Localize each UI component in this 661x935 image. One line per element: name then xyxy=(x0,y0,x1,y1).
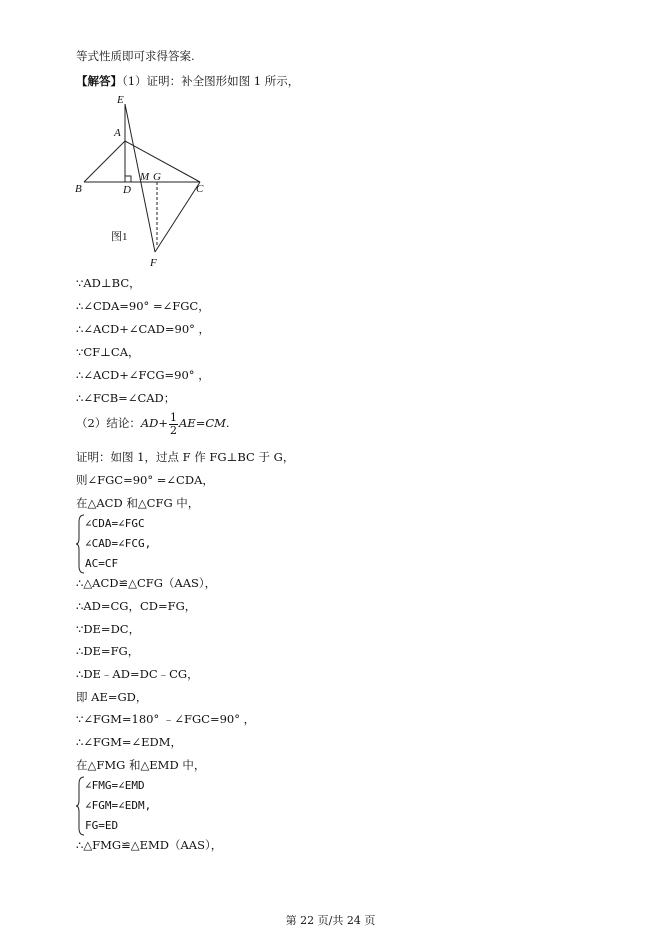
text-line: ∵DE=DC， xyxy=(76,622,141,636)
text-line: ∴∠FCB=∠CAD； xyxy=(76,391,176,405)
text-line: ∴∠CDA=90° =∠FGC， xyxy=(76,299,210,313)
label-g: G xyxy=(153,171,161,183)
right-angle-mark xyxy=(125,176,131,182)
text-line: 则∠FGC=90° =∠CDA， xyxy=(76,473,214,487)
text-line: ∴△ACD≌△CFG（AAS）， xyxy=(76,576,217,590)
segment-ba xyxy=(84,141,125,182)
text-line: 即 AE=GD， xyxy=(76,690,148,704)
system-line: ∠FMG=∠EMD xyxy=(85,779,145,792)
text-line: ∴∠ACD+∠FCG=90° ， xyxy=(76,368,210,382)
label-a: A xyxy=(114,127,121,139)
label-b: B xyxy=(75,183,82,195)
text-line: ∴∠ACD+∠CAD=90° ， xyxy=(76,322,211,336)
page-footer: 第 22 页/共 24 页 xyxy=(285,914,376,927)
system-line: FG=ED xyxy=(85,819,119,832)
label-m: M xyxy=(140,171,150,183)
figure-caption: 图1 xyxy=(111,231,128,243)
text-line: ∴DE=FG， xyxy=(76,644,140,658)
segment-cf xyxy=(155,182,200,252)
system-line: ∠FGM=∠EDM, xyxy=(85,799,152,812)
text-line: 等式性质即可求得答案. xyxy=(76,49,195,63)
text-line: ∵AD⊥BC， xyxy=(76,276,141,290)
system-line: ∠CDA=∠FGC xyxy=(85,517,145,530)
system-line: ∠CAD=∠FCG, xyxy=(85,537,152,550)
left-brace xyxy=(76,514,85,574)
answer-bracket: 【解答】 xyxy=(76,74,122,88)
fraction-numerator: 1 xyxy=(170,410,177,424)
fraction-half xyxy=(169,412,178,437)
text-line: 证明：如图 1，过点 F 作 FG⊥BC 于 G， xyxy=(76,450,295,464)
text-line: ∴DE﹣AD=DC﹣CG， xyxy=(76,667,199,681)
label-c: C xyxy=(196,183,204,195)
text-line: 在△FMG 和△EMD 中， xyxy=(76,758,206,772)
conclusion-expr-a: AD+ xyxy=(140,416,168,430)
conclusion-expr-b: AE=CM. xyxy=(179,416,230,430)
label-e: E xyxy=(117,94,124,106)
system-line: AC=CF xyxy=(85,557,119,570)
conclusion-line xyxy=(76,410,230,437)
text-line: ∵CF⊥CA， xyxy=(76,345,140,359)
label-f: F xyxy=(150,257,157,269)
text-line: 在△ACD 和△CFG 中， xyxy=(76,496,200,510)
text-line: ∴∠FGM=∠EDM， xyxy=(76,735,183,749)
answer-intro: （1）证明：补全图形如图 1 所示， xyxy=(122,74,300,88)
answer-heading xyxy=(76,73,299,89)
geometry-figure xyxy=(70,90,220,270)
left-brace xyxy=(76,776,85,836)
text-line: ∵∠FGM=180° ﹣∠FGC=90° ， xyxy=(76,712,256,726)
text-line: ∴△FMG≌△EMD（AAS）， xyxy=(76,838,223,852)
text-line: ∴AD=CG，CD=FG， xyxy=(76,599,197,613)
label-d: D xyxy=(123,184,131,196)
fraction-denominator: 2 xyxy=(170,423,177,437)
conclusion-prefix: （2）结论： xyxy=(76,416,141,430)
